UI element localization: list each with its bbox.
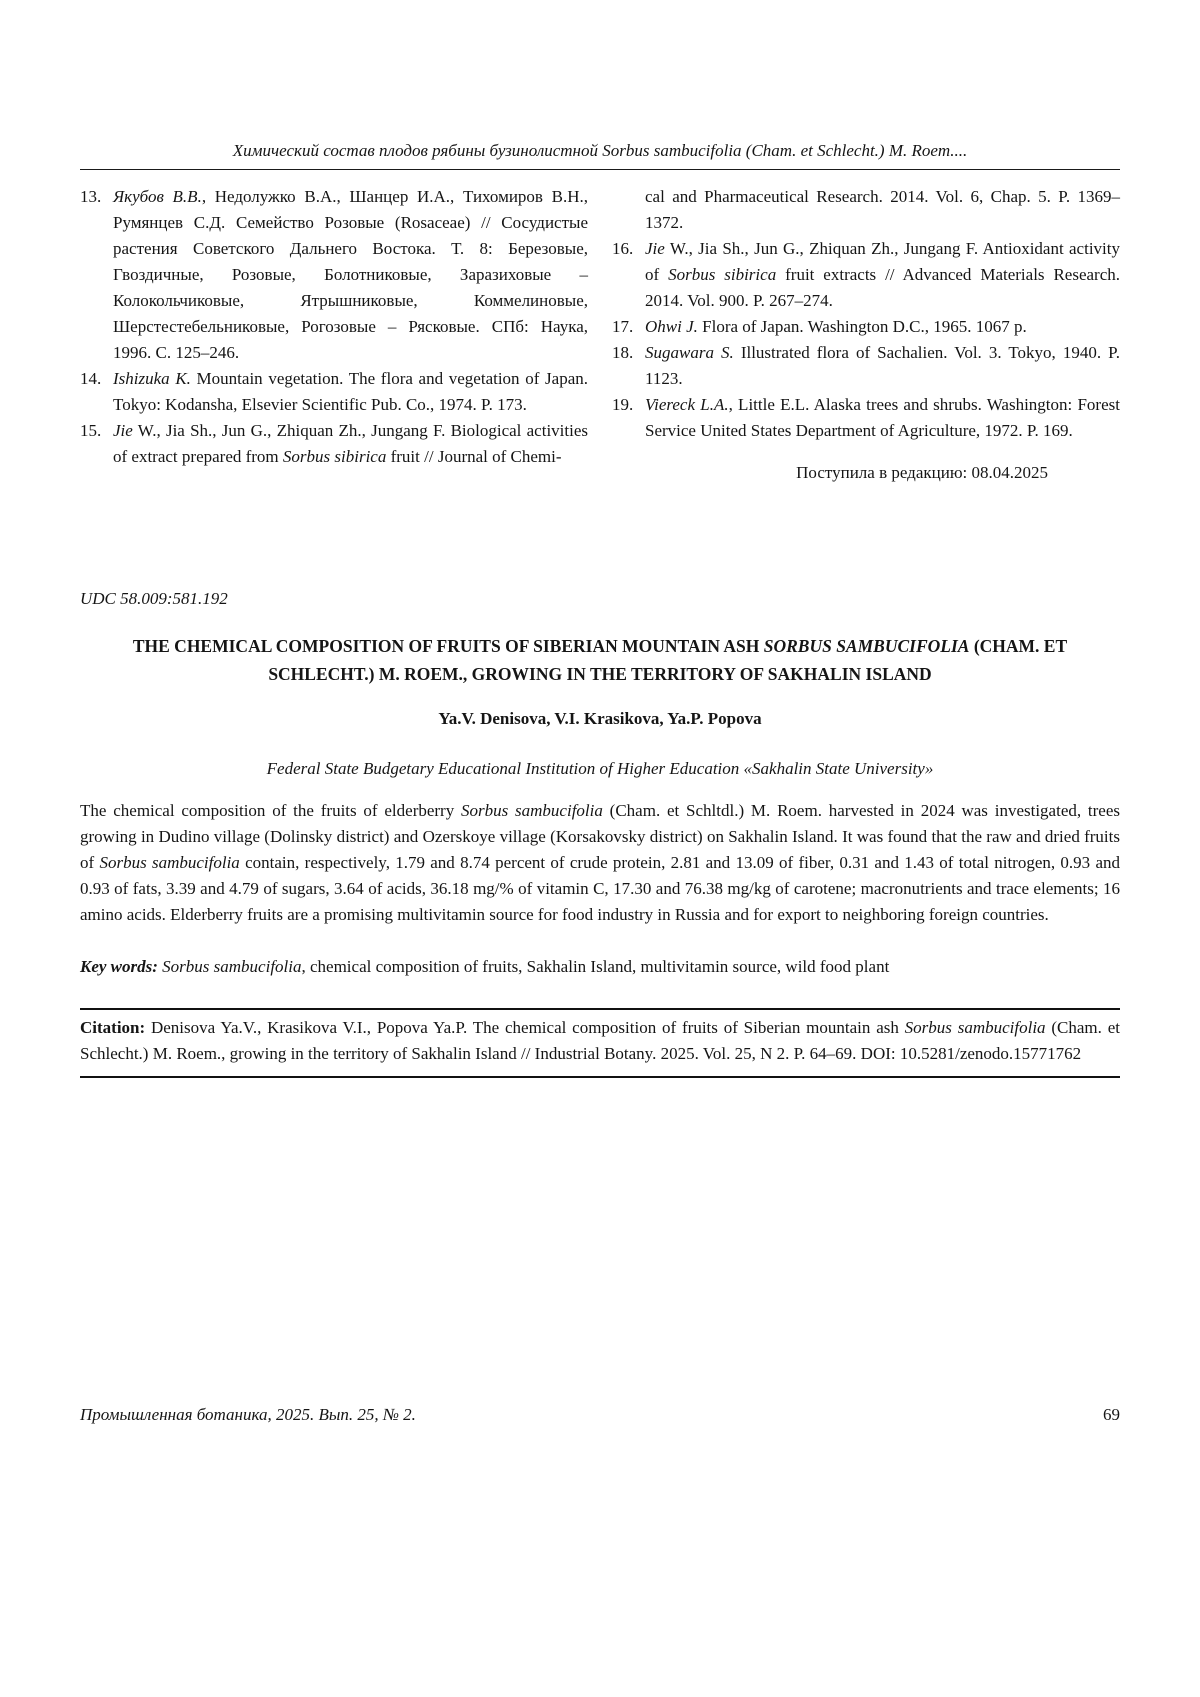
reference-item-continuation xyxy=(612,184,1120,236)
references-left-column xyxy=(80,184,588,486)
reference-item xyxy=(80,418,588,470)
reference-text: cal and Pharmaceutical Research. 2014. Vol. 6, Chap. 5. P. 1369–1372. xyxy=(645,187,1120,232)
affiliation-line: Federal State Budgetary Educational Institution of Higher Education «Sakhalin State University» xyxy=(266,759,934,778)
abstract-paragraph: The chemical composition of the fruits of elderberry Sorbus sambucifolia (Cham. et Schltdl.) M. Roem. harvested in 2024 was investigated, trees growing in Dudino village (Dolinsky district) and Ozerskoye village (Korsakovsky district) on Sakhalin Island. It was found that the raw and dried fruits of Sorbus sambucifolia contain, respectively, 1.79 and 8.74 percent of crude protein, 2.81 and 13.09 of fiber, 0.31 and 1.43 of total nitrogen, 0.93 and 0.93 of fats, 3.39 and 4.79 of sugars, 3.64 of acids, 36.18 mg/% of vitamin C, 17.30 and 76.38 mg/kg of carotene; macronutrients and trace elements; 16 amino acids. Elderberry fruits are a promising multivitamin source for food industry in Russia and for export to neighboring foreign countries. xyxy=(80,801,1121,924)
reference-item xyxy=(612,236,1120,314)
authors-line: Ya.V. Denisova, V.I. Krasikova, Ya.P. Popova xyxy=(438,709,762,728)
reference-item xyxy=(612,392,1120,444)
page-number: 69 xyxy=(1103,1405,1120,1424)
journal-line: Промышленная ботаника, 2025. Вып. 25, № 2. xyxy=(80,1405,416,1424)
reference-item xyxy=(80,366,588,418)
udc-label: UDC 58.009:581.192 xyxy=(80,589,228,608)
article-title: THE CHEMICAL COMPOSITION OF FRUITS OF SIBERIAN MOUNTAIN ASH SORBUS SAMBUCIFOLIA (CHAM. ET SCHLECHT.) M. ROEM., GROWING IN THE TERRITORY OF SAKHALIN ISLAND xyxy=(132,636,1068,684)
reference-number: 16. xyxy=(612,239,634,258)
reference-number: 19. xyxy=(612,395,634,414)
reference-item xyxy=(612,340,1120,392)
reference-number: 17. xyxy=(612,317,634,336)
references-section xyxy=(80,184,1120,486)
references-right-column xyxy=(612,184,1120,486)
reference-text: Jie W., Jia Sh., Jun G., Zhiquan Zh., Jungang F. Antioxidant activity of Sorbus sibirica fruit extracts // Advanced Materials Research. 2014. Vol. 900. P. 267–274. xyxy=(645,239,1121,310)
reference-item xyxy=(612,314,1120,340)
reference-number: 13. xyxy=(80,187,102,206)
received-date: Поступила в редакцию: 08.04.2025 xyxy=(796,463,1048,482)
reference-number: 15. xyxy=(80,421,102,440)
reference-number: 14. xyxy=(80,369,102,388)
reference-text: Jie W., Jia Sh., Jun G., Zhiquan Zh., Jungang F. Biological activities of extract prepared from Sorbus sibirica fruit // Journal of Chemi- xyxy=(113,421,588,466)
reference-number: 18. xyxy=(612,343,634,362)
citation-paragraph: Citation: Denisova Ya.V., Krasikova V.I., Popova Ya.P. The chemical composition of fruits of Siberian mountain ash Sorbus sambucifolia (Cham. et Schlecht.) M. Roem., growing in the territory of Sakhalin Island // Industrial Botany. 2025. Vol. 25, N 2. P. 64–69. DOI: 10.5281/zenodo.15771762 xyxy=(80,1008,1120,1078)
reference-text: Ishizuka K. Mountain vegetation. The flora and vegetation of Japan. Tokyo: Kodansha, Elsevier Scientific Pub. Co., 1974. P. 173. xyxy=(113,369,588,414)
reference-text: Ohwi J. Flora of Japan. Washington D.C., 1965. 1067 p. xyxy=(645,317,1027,336)
reference-item xyxy=(80,184,588,366)
keywords-paragraph: Key words: Sorbus sambucifolia, chemical composition of fruits, Sakhalin Island, multivitamin source, wild food plant xyxy=(80,957,890,976)
reference-text: Sugawara S. Illustrated flora of Sachalien. Vol. 3. Tokyo, 1940. P. 1123. xyxy=(645,343,1120,388)
page-footer xyxy=(80,1402,1120,1428)
reference-text: Viereck L.A., Little E.L. Alaska trees and shrubs. Washington: Forest Service United States Department of Agriculture, 1972. P. 169. xyxy=(645,395,1120,440)
reference-text: Якубов В.В., Недолужко В.А., Шанцер И.А., Тихомиров В.Н., Румянцев С.Д. Семейство Розовые (Rosaceae) // Сосудистые растения Советского Дальнего Востока. Т. 8: Березовые, Гвоздичные, Розовые, Болотниковые, Заразиховые – Колокольчиковые, Ятрышниковые, Коммелиновые, Шерстестебельниковые, Рогозовые – Рясковые. СПб: Наука, 1996. С. 125–246. xyxy=(113,187,588,362)
running-head: Химический состав плодов рябины бузинолистной Sorbus sambucifolia (Cham. et Schlecht.) M. Roem.... xyxy=(80,138,1120,170)
